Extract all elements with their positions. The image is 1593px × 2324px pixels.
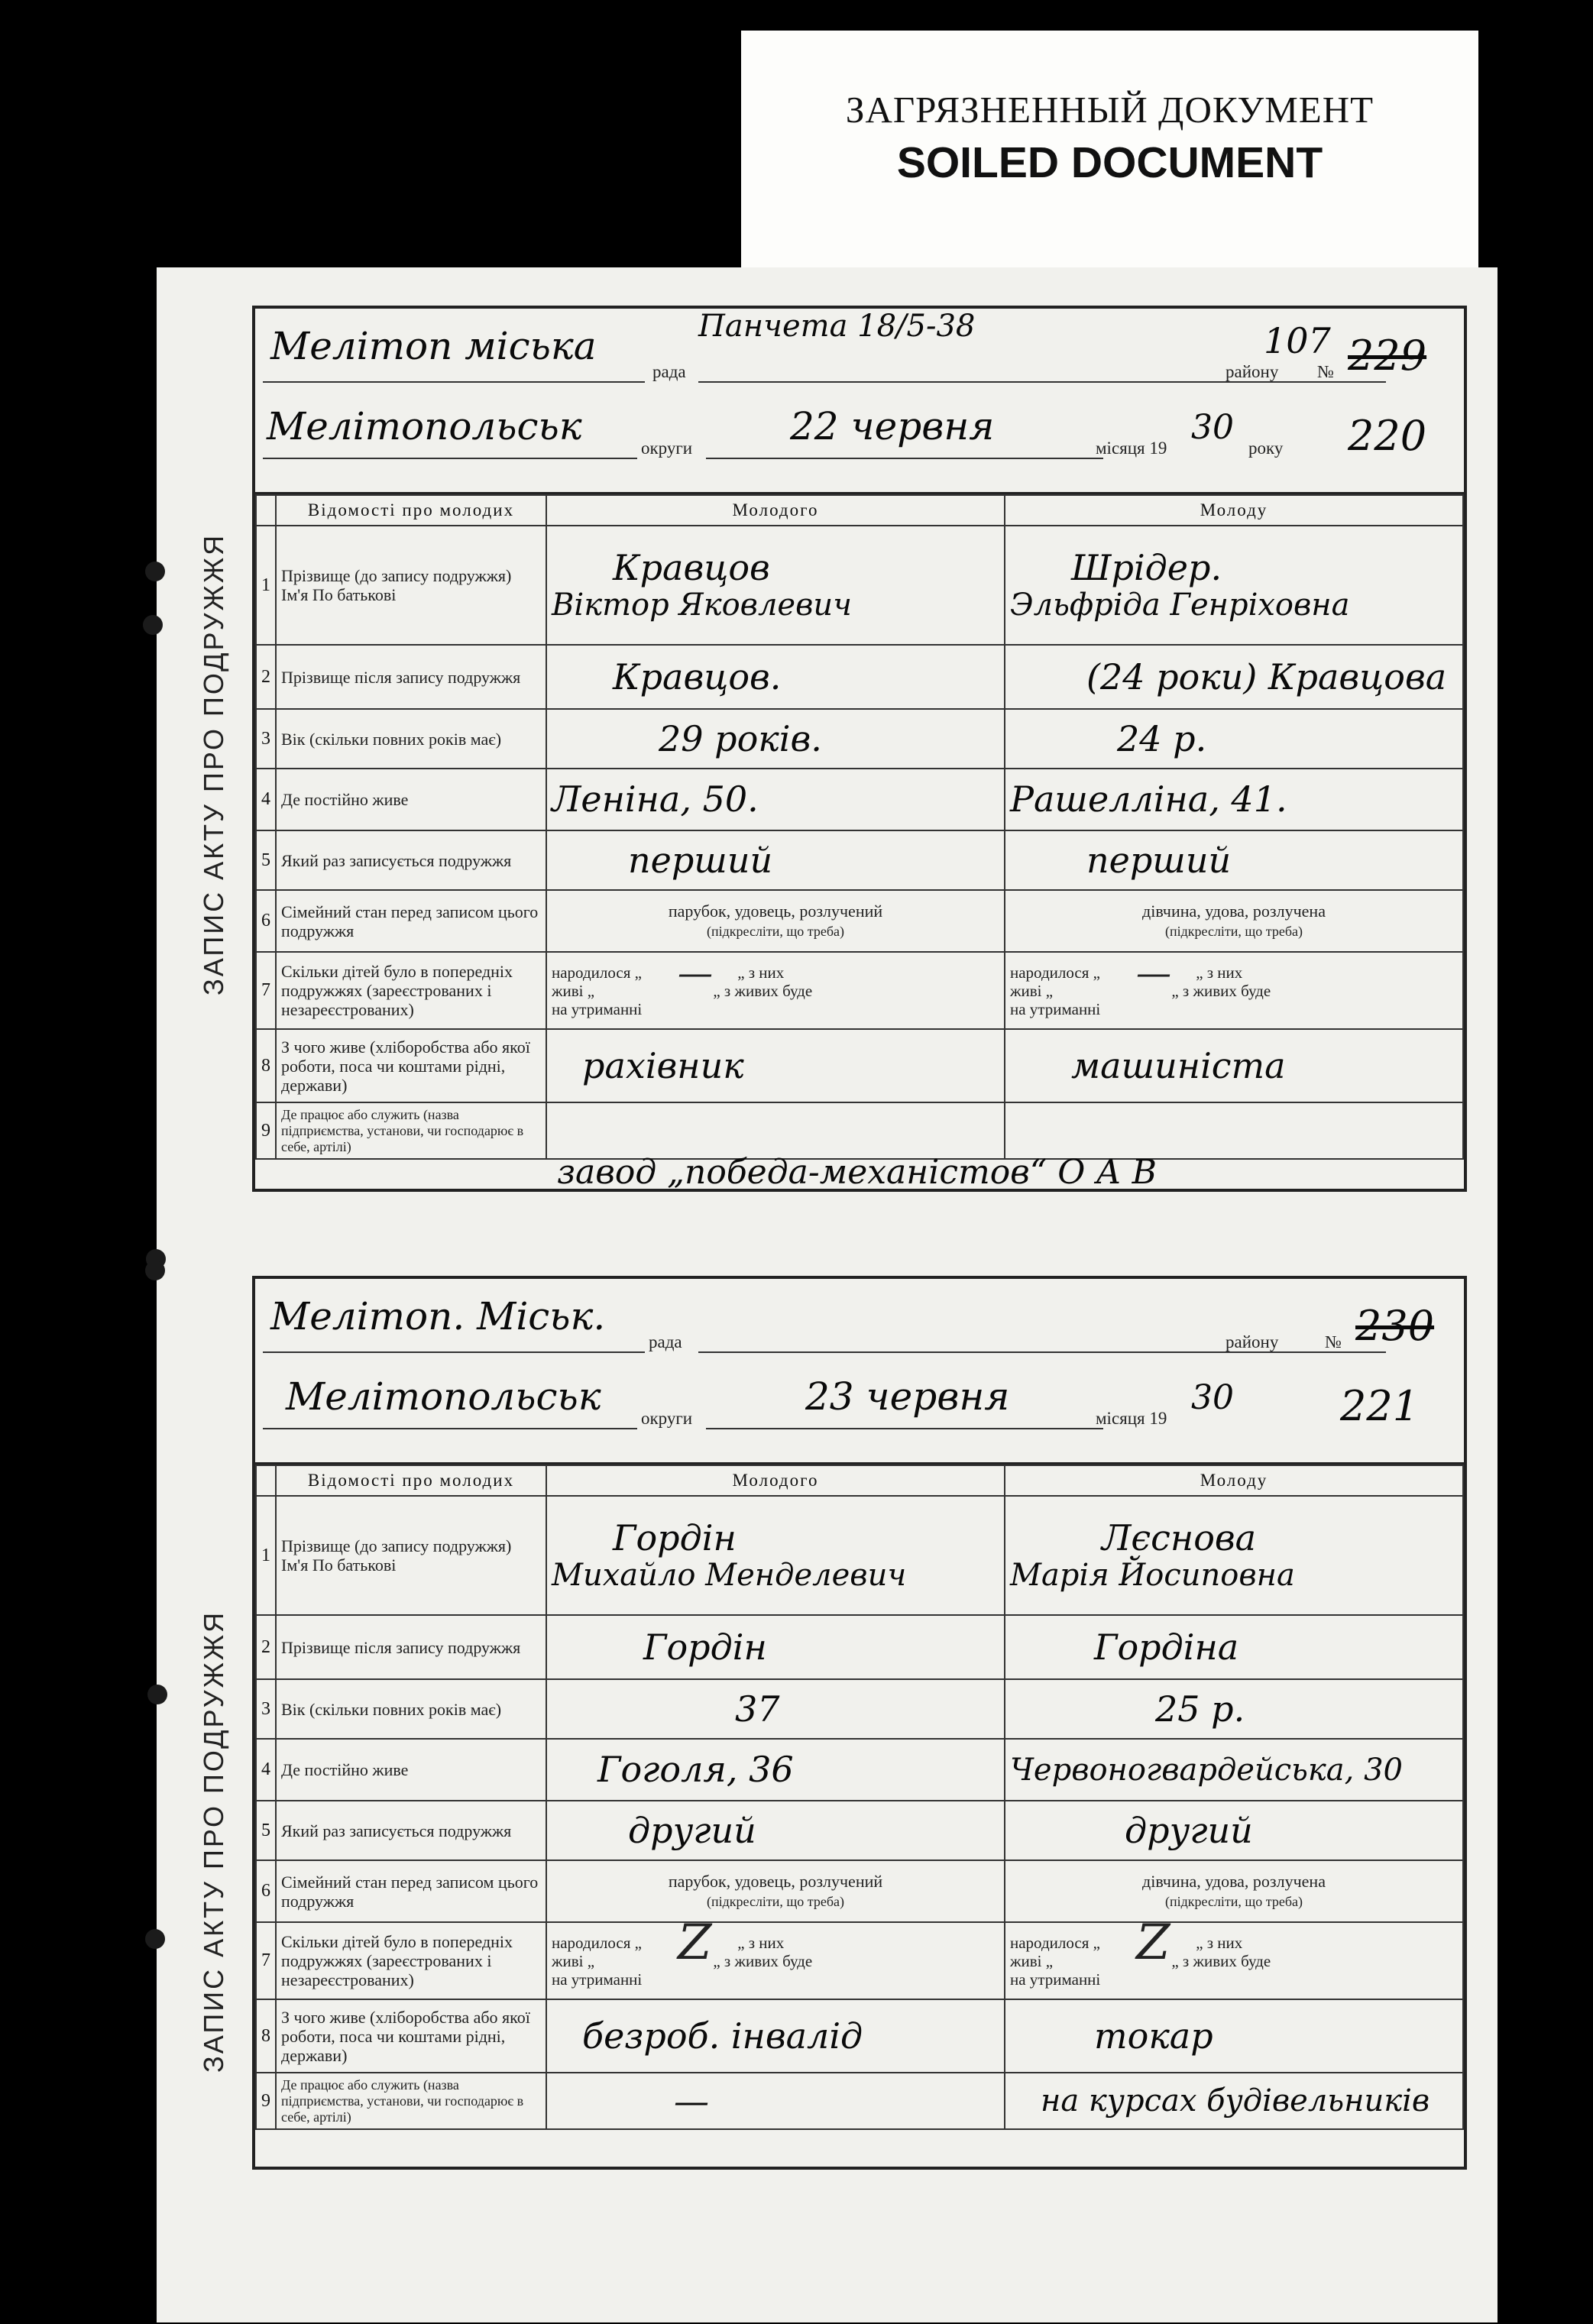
underline-hint: (підкресліти, що треба) bbox=[706, 1893, 845, 1909]
table-header-row bbox=[256, 495, 1463, 526]
groom-name: Михайло Менделевич bbox=[552, 1558, 907, 1594]
record-header bbox=[255, 309, 1464, 494]
record-number: 220 bbox=[1348, 412, 1427, 460]
record-header bbox=[255, 1279, 1464, 1465]
table-row: 4 Де постійно живе Леніна, 50. Рашелліна, 41. bbox=[256, 769, 1463, 830]
year-handwritten: 30 bbox=[1191, 1378, 1234, 1417]
groom-surname: Гордін bbox=[613, 1516, 737, 1559]
bride-status-options: дівчина, удова, розлучена bbox=[1142, 1871, 1326, 1891]
table-row: 6 Сімейний стан перед записом цього подружжя парубок, удовець, розлучений (підкресліти, що треба) дівчина, удова, розлучена (підкресліти, що треба) bbox=[256, 890, 1463, 952]
question-label: Прізвище після запису подружжя bbox=[276, 1615, 546, 1679]
table-row: 5 Який раз записується подружжя другий другий bbox=[256, 1801, 1463, 1860]
district-handwritten: Мелітопольськ bbox=[286, 1374, 601, 1419]
table-row: 8 З чого живе (хліборобства або якої роботи, поса чи коштами рідні, держави) безроб. інвалід токар bbox=[256, 1999, 1463, 2073]
table-row: 2 Прізвище після запису подружжя Кравцов. (24 роки) Кравцова bbox=[256, 645, 1463, 709]
record-number-original: 229 bbox=[1348, 332, 1427, 380]
margin-number: 107 bbox=[1264, 320, 1331, 361]
groom-address: Леніна, 50. bbox=[552, 778, 759, 821]
label-okrugy: округи bbox=[641, 439, 693, 458]
record-number-original: 230 bbox=[1355, 1302, 1435, 1350]
punch-hole bbox=[143, 615, 163, 635]
stamp-note: Панчета 18/5-38 bbox=[698, 309, 976, 344]
table-row: 5 Який раз записується подружжя перший перший bbox=[256, 830, 1463, 890]
punch-hole bbox=[145, 562, 165, 581]
bride-kids: Z bbox=[1136, 1914, 1170, 1971]
groom-work: безроб. інвалід bbox=[582, 2015, 863, 2057]
bride-address: Рашелліна, 41. bbox=[1010, 778, 1287, 821]
col-info-header: Відомості про молодих bbox=[276, 1465, 546, 1496]
question-label: Який раз записується подружжя bbox=[276, 830, 546, 890]
table-row: 7 Скільки дітей було в попередніх подружжях (зареєстрованих і незареєстрованих) народилося „ „ з них живі „ „ з живих буде на утриманні Z народилося „ „ з них живі „ „ з живих буде на утриманні Z bbox=[256, 1922, 1463, 1999]
groom-surname: Кравцов bbox=[613, 546, 770, 588]
workplace-note: завод „победа-механістов“ О А В bbox=[557, 1153, 1157, 1192]
question-label: Вік (скільки повних років має) bbox=[276, 1679, 546, 1739]
table-row: 9 Де працює або служить (назва підприємства, установи, чи господарює в себе, артілі) — на курсах будівельників bbox=[256, 2073, 1463, 2129]
record-number: 221 bbox=[1340, 1382, 1420, 1430]
groom-age: 37 bbox=[735, 1688, 780, 1730]
label-rayonu: району bbox=[1226, 362, 1279, 381]
question-label: Де працює або служить (назва підприємства, установи, чи господарює в себе, артілі) bbox=[276, 1102, 546, 1159]
bride-surname-after: Гордіна bbox=[1094, 1626, 1239, 1668]
question-label: Прізвище (до запису подружжя) Ім'я По батькові bbox=[276, 1496, 546, 1615]
bride-surname: Шрідер. bbox=[1071, 546, 1222, 588]
bride-place: на курсах будівельників bbox=[1041, 2083, 1430, 2118]
table-row: 8 З чого живе (хліборобства або якої роботи, поса чи коштами рідні, держави) рахівник машиніста bbox=[256, 1029, 1463, 1102]
bride-surname: Лєснова bbox=[1102, 1516, 1257, 1559]
label-russian: ЗАГРЯЗНЕННЫЙ ДОКУМЕНТ bbox=[845, 89, 1374, 131]
side-title: ЗАПИС АКТУ ПРО ПОДРУЖЖЯ bbox=[198, 1610, 229, 2073]
bride-status-options: дівчина, удова, розлучена bbox=[1142, 901, 1326, 921]
question-label: З чого живе (хліборобства або якої роботи, поса чи коштами рідні, держави) bbox=[276, 1999, 546, 2073]
table-row: 9 Де працює або служить (назва підприємства, установи, чи господарює в себе, артілі) bbox=[256, 1102, 1463, 1159]
underline-hint: (підкресліти, що треба) bbox=[706, 923, 845, 939]
question-label: Прізвище після запису подружжя bbox=[276, 645, 546, 709]
col-bride-header: Молоду bbox=[1005, 1465, 1463, 1496]
bride-kids: — bbox=[1136, 951, 1171, 993]
question-label: Де працює або служить (назва підприємства, установи, чи господарює в себе, артілі) bbox=[276, 2073, 546, 2129]
bride-age: 25 р. bbox=[1155, 1688, 1245, 1730]
bride-name: Эльфріда Генріховна bbox=[1010, 587, 1350, 623]
record-table bbox=[255, 1465, 1464, 2130]
date-handwritten: 22 червня bbox=[790, 404, 995, 448]
table-row: 3 Вік (скільки повних років має) 37 25 р. bbox=[256, 1679, 1463, 1739]
table-row: 1 Прізвище (до запису подружжя) Ім'я По батькові Гордін Михайло Менделевич Лєснова Марія Йосиповна bbox=[256, 1496, 1463, 1615]
groom-times: перший bbox=[628, 839, 773, 881]
table-header-row bbox=[256, 1465, 1463, 1496]
label-english: SOILED DOCUMENT bbox=[896, 138, 1323, 187]
question-label: Скільки дітей було в попередніх подружжях (зареєстрованих і незареєстрованих) bbox=[276, 952, 546, 1029]
question-label: Де постійно живе bbox=[276, 1739, 546, 1801]
col-groom-header: Молодого bbox=[546, 1465, 1005, 1496]
label-month-year: місяця 19 bbox=[1096, 439, 1167, 458]
marriage-record-1 bbox=[252, 306, 1467, 1192]
col-info-header: Відомості про молодих bbox=[276, 495, 546, 526]
question-label: Прізвище (до запису подружжя) Ім'я По батькові bbox=[276, 526, 546, 645]
date-handwritten: 23 червня bbox=[805, 1374, 1010, 1419]
table-row: 1 Прізвище (до запису подружжя) Ім'я По батькові Кравцов Віктор Яковлевич Шрідер. Эльфріда Генріховна bbox=[256, 526, 1463, 645]
question-label: Сімейний стан перед записом цього подружжя bbox=[276, 1860, 546, 1922]
label-okrugy: округи bbox=[641, 1409, 693, 1428]
label-no: № bbox=[1317, 362, 1334, 381]
table-row: 3 Вік (скільки повних років має) 29 років. 24 р. bbox=[256, 709, 1463, 769]
bride-times: перший bbox=[1086, 839, 1232, 881]
question-label: Скільки дітей було в попередніх подружжях (зареєстрованих і незареєстрованих) bbox=[276, 1922, 546, 1999]
label-no: № bbox=[1325, 1332, 1342, 1351]
bride-work: токар bbox=[1094, 2015, 1213, 2057]
label-rayonu: району bbox=[1226, 1332, 1279, 1351]
council-handwritten: Мелітоп. Міськ. bbox=[270, 1294, 606, 1338]
table-row: 4 Де постійно живе Гоголя, 36 Червоногвардейська, 30 bbox=[256, 1739, 1463, 1801]
bride-age: 24 р. bbox=[1117, 717, 1207, 759]
label-rada: рада bbox=[652, 362, 686, 381]
groom-status-options: парубок, удовець, розлучений bbox=[668, 901, 883, 921]
council-handwritten: Мелітоп міська bbox=[270, 324, 597, 368]
side-title: ЗАПИС АКТУ ПРО ПОДРУЖЖЯ bbox=[198, 532, 229, 995]
bride-surname-after: (24 роки) Кравцова bbox=[1086, 655, 1447, 698]
groom-surname-after: Кравцов. bbox=[613, 655, 782, 698]
groom-kids: Z bbox=[678, 1914, 712, 1971]
groom-name: Віктор Яковлевич bbox=[552, 587, 853, 623]
question-label: Вік (скільки повних років має) bbox=[276, 709, 546, 769]
groom-address: Гоголя, 36 bbox=[597, 1749, 794, 1791]
label-roku: року bbox=[1248, 439, 1284, 458]
district-handwritten: Мелітопольськ bbox=[267, 404, 582, 448]
groom-times: другий bbox=[628, 1809, 756, 1851]
question-label: Який раз записується подружжя bbox=[276, 1801, 546, 1860]
question-label: Де постійно живе bbox=[276, 769, 546, 830]
bride-times: другий bbox=[1125, 1809, 1253, 1851]
underline-hint: (підкресліти, що треба) bbox=[1164, 923, 1303, 939]
table-row: 6 Сімейний стан перед записом цього подружжя парубок, удовець, розлучений (підкресліти, що треба) дівчина, удова, розлучена (підкресліти, що треба) bbox=[256, 1860, 1463, 1922]
marriage-record-2 bbox=[252, 1276, 1467, 2170]
question-label: Сімейний стан перед записом цього подружжя bbox=[276, 890, 546, 952]
col-bride-header: Молоду bbox=[1005, 495, 1463, 526]
groom-place: — bbox=[674, 2080, 709, 2122]
table-row: 2 Прізвище після запису подружжя Гордін Гордіна bbox=[256, 1615, 1463, 1679]
groom-kids: — bbox=[678, 951, 713, 993]
bride-work: машиніста bbox=[1071, 1044, 1286, 1086]
label-rada: рада bbox=[649, 1332, 682, 1351]
groom-status-options: парубок, удовець, розлучений bbox=[668, 1871, 883, 1891]
year-handwritten: 30 bbox=[1191, 408, 1234, 447]
label-month-year: місяця 19 bbox=[1096, 1409, 1167, 1428]
record-table bbox=[255, 494, 1464, 1160]
table-row: 7 Скільки дітей було в попередніх подружжях (зареєстрованих і незареєстрованих) народилося „ „ з них живі „ „ з живих буде на утриманні — народилося „ „ з них живі „ „ з живих буде на утриманні — bbox=[256, 952, 1463, 1029]
bride-name: Марія Йосиповна bbox=[1010, 1558, 1295, 1594]
soiled-document-label bbox=[741, 31, 1478, 283]
punch-hole bbox=[147, 1685, 167, 1704]
question-label: З чого живе (хліборобства або якої роботи, поса чи коштами рідні, держави) bbox=[276, 1029, 546, 1102]
groom-surname-after: Гордін bbox=[643, 1626, 767, 1668]
groom-age: 29 років. bbox=[659, 717, 822, 759]
punch-hole bbox=[145, 1261, 165, 1280]
groom-work: рахівник bbox=[582, 1044, 744, 1086]
bride-address: Червоногвардейська, 30 bbox=[1010, 1752, 1403, 1788]
underline-hint: (підкресліти, що треба) bbox=[1164, 1893, 1303, 1909]
col-groom-header: Молодого bbox=[546, 495, 1005, 526]
punch-hole bbox=[145, 1929, 165, 1949]
